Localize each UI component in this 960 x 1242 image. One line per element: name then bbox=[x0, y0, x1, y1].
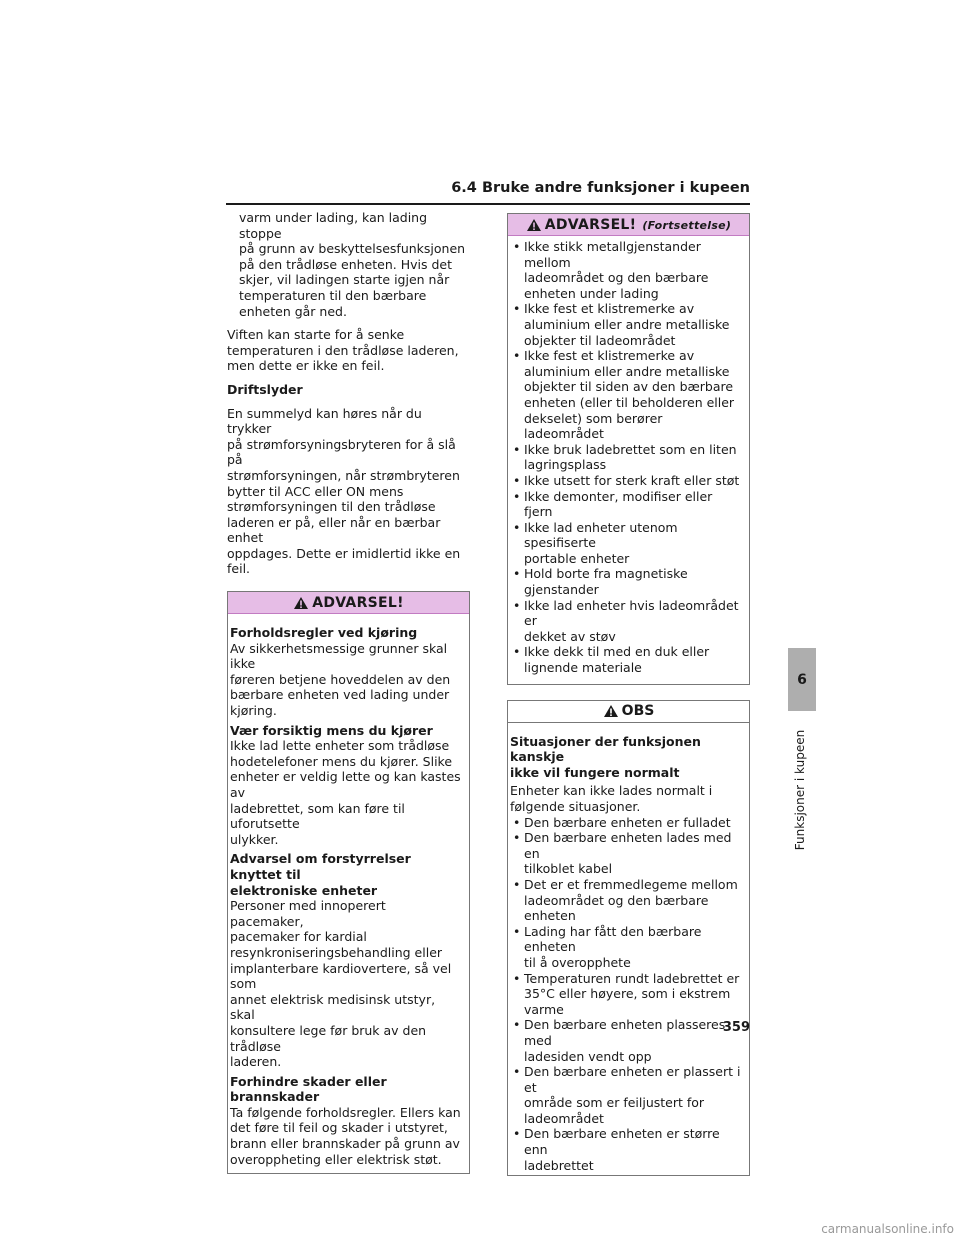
left-column bbox=[227, 210, 470, 1174]
warning-subheading: Forhindre skader eller brannskader bbox=[230, 1073, 387, 1105]
obs-body bbox=[508, 723, 749, 1176]
warning-subheading: elektroniske enheter bbox=[230, 882, 378, 898]
obs-title: OBS bbox=[621, 703, 655, 720]
warning-subheading: Forholdsregler ved kjøring bbox=[230, 625, 418, 641]
text-line: Av sikkerhetsmessige grunner skal ikke bbox=[230, 640, 448, 672]
text-line: Enheter kan ikke lades normalt i bbox=[510, 783, 713, 799]
text-line: skjer, vil ladingen starte igjen når bbox=[239, 272, 450, 288]
text-line: temperaturen til den bærbare bbox=[239, 287, 427, 303]
warning-continued-box bbox=[507, 213, 750, 685]
warning-body bbox=[228, 614, 469, 1173]
warning-subheading: Advarsel om forstyrrelser knyttet til bbox=[230, 851, 411, 882]
text-line: strømforsyningen til den trådløse bbox=[227, 499, 436, 515]
text-line: enheter er veldig lette og kan kastes av bbox=[230, 769, 461, 800]
list-item: • Ikke fest et klistremerke av aluminium eller andre metalliske objekter til siden av den bærbare enheten (eller til beholderen eller dekselet) som berører ladeområdet bbox=[510, 348, 743, 442]
header-rule bbox=[226, 203, 750, 205]
warning-triangle-icon bbox=[293, 596, 309, 610]
chapter-title-vertical: Funksjoner i kupeen bbox=[793, 729, 807, 851]
driftslyder-paragraph bbox=[227, 406, 470, 578]
text-line: strømforsyningen, når strømbryteren bbox=[227, 467, 460, 483]
warning-continued-header bbox=[508, 214, 749, 236]
driftslyder-heading: Driftslyder bbox=[227, 381, 303, 397]
text-line: men dette er ikke en feil. bbox=[227, 358, 385, 374]
obs-heading: Situasjoner der funksjonen kanskje bbox=[510, 733, 701, 765]
list-item: • Lading har fått den bærbare enheten til å overopphete bbox=[510, 924, 743, 971]
warning-title: ADVARSEL! bbox=[544, 216, 637, 233]
text-line: overoppheting eller elektrisk støt. bbox=[230, 1151, 442, 1167]
page-number: 359 bbox=[722, 1020, 750, 1035]
obs-header bbox=[508, 701, 749, 723]
list-item: • Temperaturen rundt ladebrettet er 35°C eller høyere, som i ekstrem varme bbox=[510, 971, 743, 1018]
watermark: carmanualsonline.info bbox=[821, 1222, 954, 1236]
obs-box bbox=[507, 700, 750, 1177]
text-line: laderen er på, eller når en bærbar enhet bbox=[227, 514, 441, 546]
text-line: pacemaker for kardial bbox=[230, 929, 367, 945]
text-line: enheten går ned. bbox=[239, 303, 347, 319]
list-item: • Ikke bruk ladebrettet som en liten lagringsplass bbox=[510, 442, 743, 473]
list-item: • Den bærbare enheten er fulladet bbox=[510, 815, 743, 831]
text-line: hodetelefoner mens du kjører. Slike bbox=[230, 753, 453, 769]
continued-label: (Fortsettelse) bbox=[642, 219, 732, 232]
obs-heading: ikke vil fungere normalt bbox=[510, 764, 680, 780]
list-item: • Ikke stikk metallgjenstander mellom ladeområdet og den bærbare enheten under lading bbox=[510, 239, 743, 301]
list-item: • Ikke utsett for sterk kraft eller støt bbox=[510, 473, 743, 489]
text-line: feil. bbox=[227, 561, 251, 577]
list-item: • Den bærbare enheten er plassert i et område som er feiljustert for ladeområdet bbox=[510, 1064, 743, 1126]
caution-triangle-icon bbox=[603, 704, 619, 718]
text-line: konsultere lege før bruk av den trådløse bbox=[230, 1022, 427, 1054]
continued-paragraph bbox=[227, 210, 470, 319]
warning-box bbox=[227, 591, 470, 1174]
text-line: på den trådløse enheten. Hvis det bbox=[239, 256, 452, 272]
text-line: på strømforsyningsbryteren for å slå på bbox=[227, 436, 456, 468]
warning-triangle-icon bbox=[526, 218, 542, 232]
text-line: annet elektrisk medisinsk utstyr, skal bbox=[230, 991, 436, 1023]
chapter-tab: 6 bbox=[788, 648, 816, 711]
list-item: • Det er et fremmedlegeme mellom ladeområdet og den bærbare enheten bbox=[510, 877, 743, 924]
text-line: laderen. bbox=[230, 1054, 282, 1070]
text-line: på grunn av beskyttelsesfunksjonen bbox=[239, 241, 466, 257]
warning-header bbox=[228, 592, 469, 614]
list-item: • Hold borte fra magnetiske gjenstander bbox=[510, 566, 743, 597]
list-item: • Ikke lad enheter hvis ladeområdet er dekket av støv bbox=[510, 598, 743, 645]
warning-title: ADVARSEL! bbox=[312, 594, 404, 611]
text-line: det føre til feil og skader i utstyret, bbox=[230, 1120, 448, 1136]
warning-continued-body bbox=[508, 236, 749, 684]
text-line: Personer med innoperert pacemaker, bbox=[230, 898, 386, 929]
list-item: • Ikke demonter, modifiser eller fjern bbox=[510, 489, 743, 520]
list-item: • Ikke lad enheter utenom spesifiserte portable enheter bbox=[510, 520, 743, 567]
list-item: • Den bærbare enheten plasseres med ladesiden vendt opp bbox=[510, 1017, 743, 1064]
text-line: resynkroniseringsbehandling eller bbox=[230, 944, 443, 960]
fan-paragraph bbox=[227, 327, 470, 374]
obs-list bbox=[510, 815, 743, 1174]
text-line: Ta følgende forholdsregler. Ellers kan bbox=[230, 1104, 461, 1120]
list-item: • Ikke fest et klistremerke av aluminium eller andre metalliske objekter til ladeområdet bbox=[510, 301, 743, 348]
text-line: bærbare enheten ved lading under bbox=[230, 687, 450, 703]
text-line: ladebrettet, som kan føre til uforutsette bbox=[230, 800, 405, 832]
text-line: En summelyd kan høres når du trykker bbox=[227, 405, 422, 437]
text-line: brann eller brannskader på grunn av bbox=[230, 1136, 460, 1152]
list-item: • Den bærbare enheten lades med en tilkoblet kabel bbox=[510, 830, 743, 877]
text-line: føreren betjene hoveddelen av den bbox=[230, 671, 451, 687]
text-line: Ikke lad lette enheter som trådløse bbox=[230, 738, 450, 754]
text-line: oppdages. Dette er imidlertid ikke en bbox=[227, 545, 461, 561]
section-header: 6.4 Bruke andre funksjoner i kupeen bbox=[451, 180, 750, 196]
text-line: bytter til ACC eller ON mens bbox=[227, 483, 404, 499]
warning-list bbox=[510, 239, 743, 676]
list-item: • Den bærbare enheten er større enn ladebrettet bbox=[510, 1126, 743, 1173]
text-line: temperaturen i den trådløse laderen, bbox=[227, 342, 459, 358]
text-line: varm under lading, kan lading stoppe bbox=[239, 210, 428, 241]
warning-subheading: Vær forsiktig mens du kjører bbox=[230, 722, 433, 738]
text-line: følgende situasjoner. bbox=[510, 799, 641, 814]
text-line: Viften kan starte for å senke bbox=[227, 327, 405, 343]
list-item: • Ikke dekk til med en duk eller lignende materiale bbox=[510, 644, 743, 675]
text-line: kjøring. bbox=[230, 703, 277, 719]
text-line: implanterbare kardiovertere, så vel som bbox=[230, 960, 452, 992]
text-line: ulykker. bbox=[230, 831, 279, 847]
